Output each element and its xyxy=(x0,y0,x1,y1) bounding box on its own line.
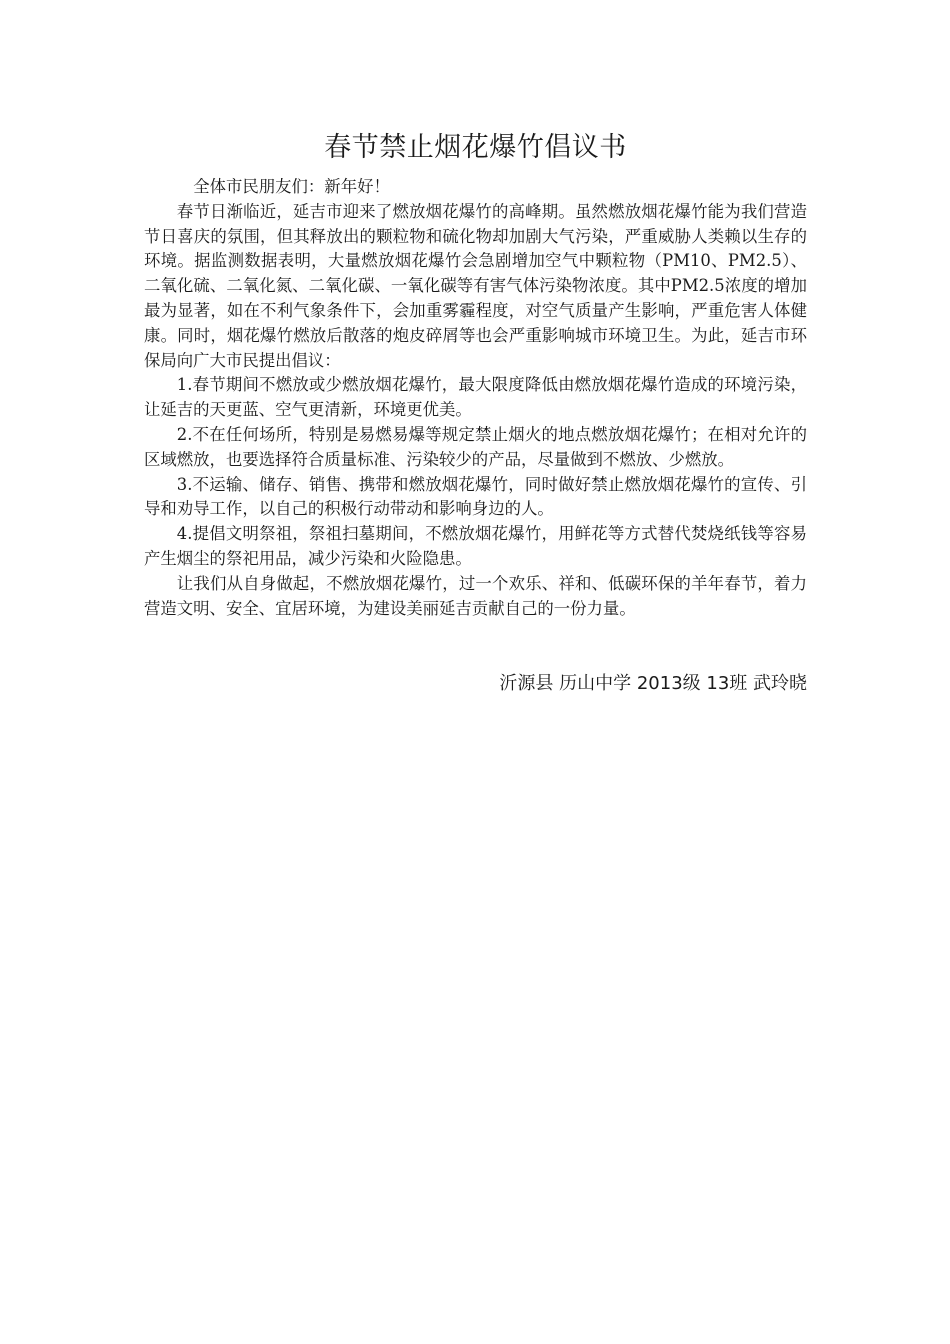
proposal-item-1: 1.春节期间不燃放或少燃放烟花爆竹，最大限度降低由燃放烟花爆竹造成的环境污染，让延吉的天更蓝、空气更清新，环境更优美。 xyxy=(144,375,807,420)
intro-paragraph: 春节日渐临近，延吉市迎来了燃放烟花爆竹的高峰期。虽然燃放烟花爆竹能为我们营造节日喜庆的氛围，但其释放出的颗粒物和硫化物却加剧大气污染，严重威胁人类赖以生存的环境。据监测数据表明，大量燃放烟花爆竹会急剧增加空气中颗粒物（PM10、PM2.5）、二氧化硫、二氧化氮、二氧化碳、一氧化碳等有害气体污染物浓度。其中PM2.5浓度的增加最为显著，如在不利气象条件下，会加重雾霾程度，对空气质量产生影响，严重危害人体健康。同时，烟花爆竹燃放后散落的炮皮碎屑等也会严重影响城市环境卫生。为此，延吉市环保局向广大市民提出倡议： xyxy=(144,201,807,370)
salutation: 全体市民朋友们：新年好！ xyxy=(193,177,390,196)
author-signature: 沂源县 历山中学 2013级 13班 武玲晓 xyxy=(499,673,807,694)
document-body xyxy=(144,175,807,621)
document-title: 春节禁止烟花爆竹倡议书 xyxy=(324,132,627,163)
proposal-item-3: 3.不运输、储存、销售、携带和燃放烟花爆竹，同时做好禁止燃放烟花爆竹的宣传、引导和劝导工作，以自己的积极行动带动和影响身边的人。 xyxy=(144,474,807,519)
proposal-item-4: 4.提倡文明祭祖，祭祖扫墓期间，不燃放烟花爆竹，用鲜花等方式替代焚烧纸钱等容易产生烟尘的祭祀用品，减少污染和火险隐患。 xyxy=(144,524,807,568)
proposal-item-2: 2.不在任何场所，特别是易燃易爆等规定禁止烟火的地点燃放烟花爆竹；在相对允许的区域燃放，也要选择符合质量标准、污染较少的产品，尽量做到不燃放、少燃放。 xyxy=(144,424,807,469)
closing-paragraph: 让我们从自身做起，不燃放烟花爆竹，过一个欢乐、祥和、低碳环保的羊年春节，着力营造文明、安全、宜居环境，为建设美丽延吉贡献自己的一份力量。 xyxy=(144,573,807,618)
document-page xyxy=(144,0,807,1344)
